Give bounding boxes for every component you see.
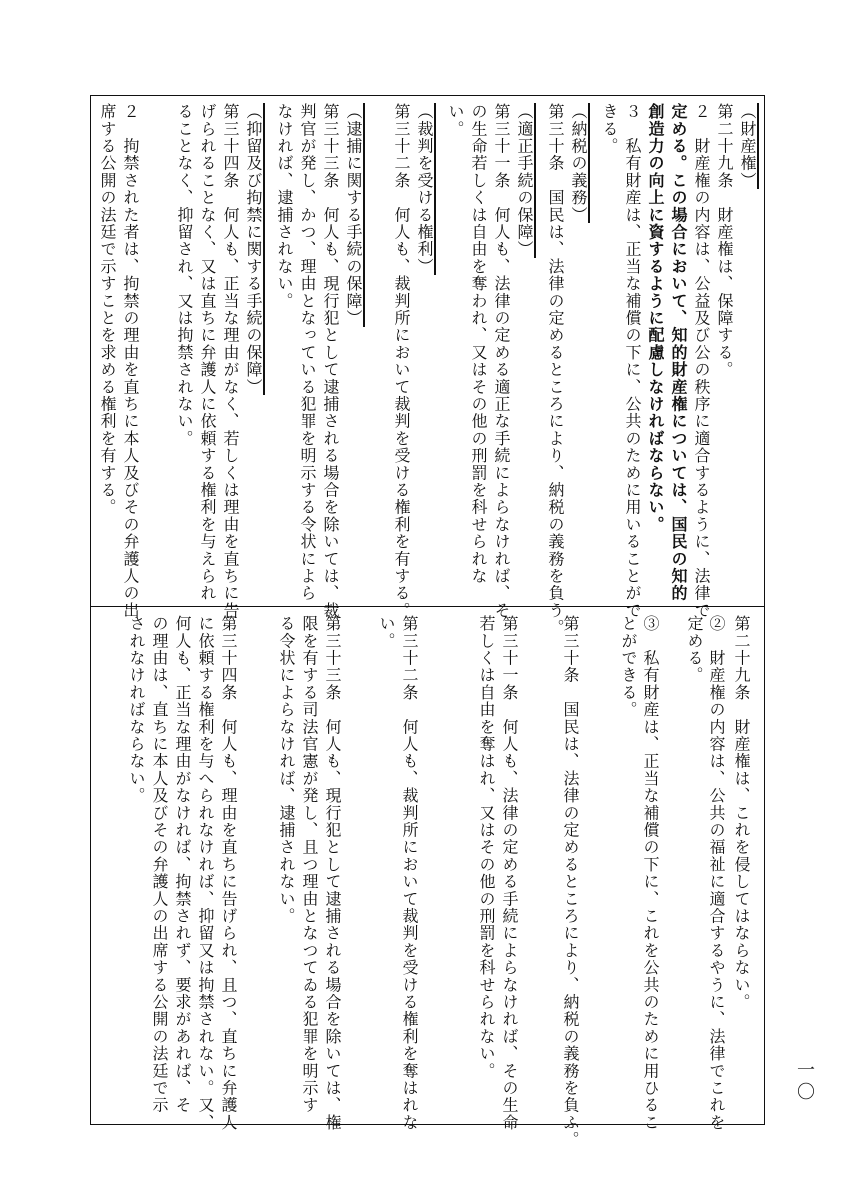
bottom-art33-line1: 第三十三条 何人も、現行犯として逮捕される場合を除いては、権: [323, 615, 342, 1131]
top-art29-para3-line1: ３ 私有財産は、正当な補償の下に、公共のために用いることがで: [623, 103, 642, 619]
bottom-art31-line1: 第三十一条 何人も、法律の定める手続によらなければ、その生命: [500, 615, 519, 1131]
top-art29-heading: （財産権）: [738, 103, 757, 189]
top-art29-para2-line3: 創造力の向上に資するように配慮しなければならない。: [646, 103, 665, 533]
bottom-art33-line3: る令状によらなければ、逮捕されない。: [277, 615, 296, 925]
top-art33-line1: 第三十三条 何人も、現行犯として逮捕される場合を除いては、裁: [321, 103, 340, 619]
top-art32-heading: （裁判を受ける権利）: [415, 103, 434, 275]
panel-divider: [90, 606, 765, 607]
bottom-art33-line2: 限を有する司法官憲が発し、且つ理由となつてゐる犯罪を明示す: [300, 615, 319, 1114]
bottom-art29: 第二十九条 財産権は、これを侵してはならない。: [732, 615, 751, 1011]
top-art29-para2-line2: 定める。この場合において、知的財産権については、国民の知的: [669, 103, 688, 602]
top-art33-heading: （逮捕に関する手続の保障）: [344, 103, 363, 327]
bottom-art34-line2: に依頼する権利を与へられなければ、抑留又は拘禁されない。又、: [196, 615, 215, 1131]
top-art29-para1: 第二十九条 財産権は、保障する。: [715, 103, 734, 379]
top-art30: 第三十条 国民は、法律の定めるところにより、納税の義務を負う。: [546, 103, 565, 637]
bottom-art29-para2-line2: 定める。: [685, 615, 704, 684]
top-art34-line3: ることなく、抑留され、又は拘禁されない。: [175, 103, 194, 447]
bottom-art30: 第三十条 国民は、法律の定めるところにより、納税の義務を負ふ。: [561, 615, 580, 1149]
bottom-art29-para3-line1: ③ 私有財産は、正当な補償の下に、これを公共のために用ひるこ: [641, 615, 660, 1131]
top-art34-heading: （抑留及び拘禁に関する手続の保障）: [244, 103, 263, 396]
bottom-art34-line4: の理由は、直ちに本人及びその弁護人の出席する公開の法廷で示: [150, 615, 169, 1114]
top-art31-line2: の生命若しくは自由を奪われ、又はその他の刑罰を科せられな: [469, 103, 488, 585]
top-art32: 第三十二条 何人も、裁判所において裁判を受ける権利を有する。: [392, 103, 411, 619]
bottom-art32-line1: 第三十二条 何人も、裁判所において裁判を受ける権利を奪はれな: [400, 615, 419, 1131]
page-number: 一〇: [794, 1060, 815, 1104]
bottom-art29-para2-line1: ② 財産権の内容は、公共の福祉に適合するやうに、法律でこれを: [707, 615, 726, 1131]
top-art34-para2-line1: ２ 拘禁された者は、拘禁の理由を直ちに本人及びその弁護人の出: [121, 103, 140, 619]
top-art33-line3: なければ、逮捕されない。: [275, 103, 294, 310]
bottom-art29-para3-line2: とができる。: [619, 615, 638, 719]
top-art29-para3-line2: きる。: [600, 103, 619, 155]
bottom-art34-line1: 第三十四条 何人も、理由を直ちに告げられ、且つ、直ちに弁護人: [219, 615, 238, 1131]
bottom-art31-line2: 若しくは自由を奪はれ、又はその他の刑罰を科せられない。: [477, 615, 496, 1080]
top-art31-line1: 第三十一条 何人も、法律の定める適正な手続によらなければ、そ: [492, 103, 511, 619]
top-art29-para2-line1: ２ 財産権の内容は、公益及び公の秩序に適合するように、法律で: [692, 103, 711, 619]
top-art34-line2: げられることなく、又は直ちに弁護人に依頼する権利を与えられ: [198, 103, 217, 602]
bottom-art32-line2: い。: [377, 615, 396, 650]
bottom-art34-line5: されなければならない。: [127, 615, 146, 805]
top-art33-line2: 判官が発し、かつ、理由となっている犯罪を明示する令状によら: [298, 103, 317, 602]
bottom-art34-line3: 何人も、正当な理由がなければ、拘禁されず、要求があれば、そ: [173, 615, 192, 1114]
top-art31-line3: い。: [446, 103, 465, 138]
top-art34-line1: 第三十四条 何人も、正当な理由がなく、若しくは理由を直ちに告: [221, 103, 240, 619]
top-art30-heading: （納税の義務）: [569, 103, 588, 224]
top-art34-para2-line2: 席する公開の法廷で示すことを求める権利を有する。: [98, 103, 117, 516]
top-art31-heading: （適正手続の保障）: [515, 103, 534, 258]
